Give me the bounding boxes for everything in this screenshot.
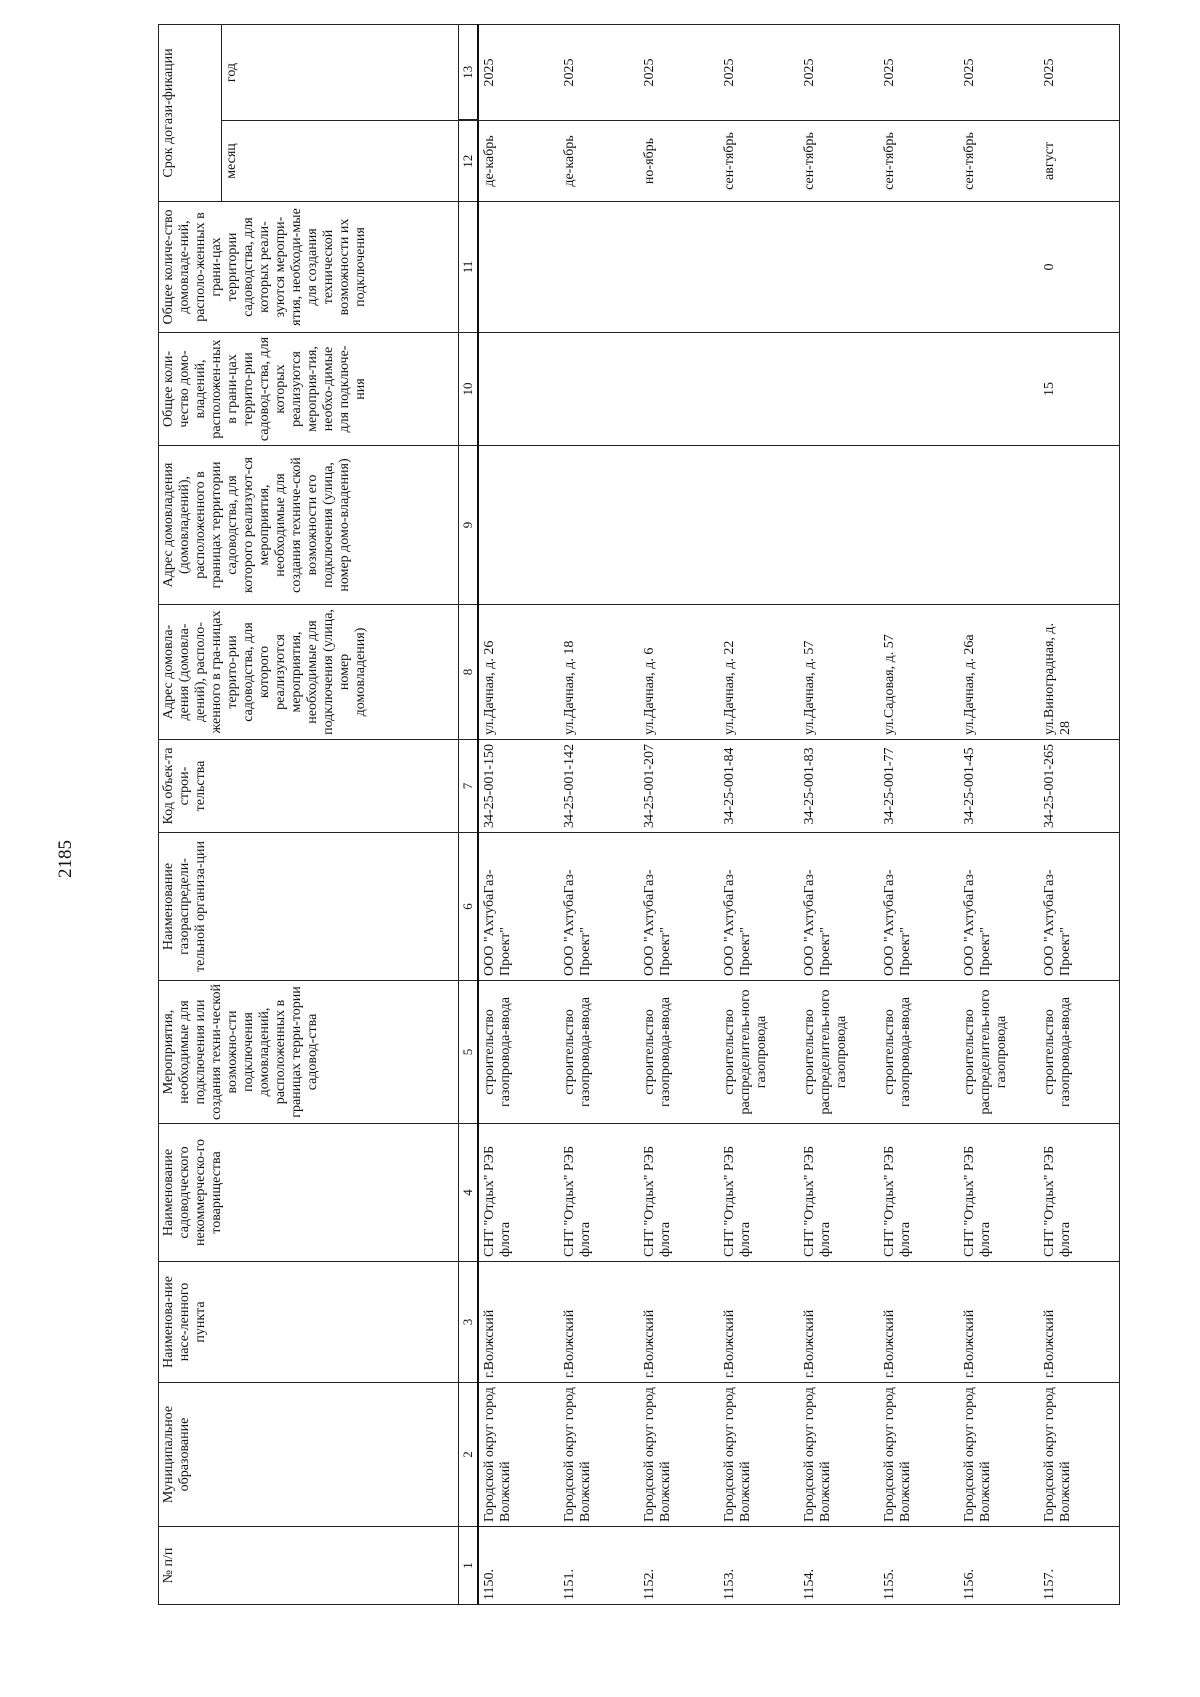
cell-municipality: Городской округ город Волжский <box>959 1383 1039 1527</box>
cell-month: сен-тябрь <box>879 121 959 202</box>
column-number: 9 <box>459 446 479 605</box>
row-number: 1157. <box>1039 1527 1120 1605</box>
cell-snt: СНТ "Отдых" РЭБ флота <box>959 1124 1039 1262</box>
header-code: Код объек-та строи-тельства <box>159 740 459 833</box>
header-address-connection: Адрес домовла-дения (домовла-дений), располо-женного в гра-ницах террито-рии садоводства, для которого реализуются мероприятия, необходимые для подключения (улица, номер домовладения) <box>159 605 459 740</box>
row-number: 1152. <box>639 1527 719 1605</box>
cell-settlement: г.Волжский <box>1039 1262 1120 1383</box>
row-number: 1156. <box>959 1527 1039 1605</box>
cell-address-technical <box>719 446 799 605</box>
row-number: 1153. <box>719 1527 799 1605</box>
cell-measure: строительство распределитель-ного газопровода <box>719 981 799 1124</box>
cell-municipality: Городской округ город Волжский <box>559 1383 639 1527</box>
cell-gdo: ООО "АхтубаГаз-Проект" <box>559 833 639 981</box>
cell-code: 34-25-001-207 <box>639 740 719 833</box>
column-number: 11 <box>459 202 479 333</box>
cell-municipality: Городской округ город Волжский <box>639 1383 719 1527</box>
cell-count-connection <box>799 333 879 446</box>
cell-gdo: ООО "АхтубаГаз-Проект" <box>959 833 1039 981</box>
cell-address-technical <box>478 446 559 605</box>
cell-year: 2025 <box>799 25 879 121</box>
table-row <box>559 25 639 1605</box>
column-number: 8 <box>459 605 479 740</box>
header-measures: Мероприятия, необходимые для подключения или создания техни-ческой возможно-сти подключения домовладений, расположенных в границах терри-тории садовод-ства <box>159 981 459 1124</box>
cell-measure: строительство газопровода-ввода <box>478 981 559 1124</box>
cell-measure: строительство газопровода-ввода <box>559 981 639 1124</box>
cell-year: 2025 <box>959 25 1039 121</box>
cell-code: 34-25-001-83 <box>799 740 879 833</box>
cell-code: 34-25-001-142 <box>559 740 639 833</box>
cell-snt: СНТ "Отдых" РЭБ флота <box>639 1124 719 1262</box>
cell-month: сен-тябрь <box>719 121 799 202</box>
column-number: 3 <box>459 1262 479 1383</box>
cell-count-connection <box>559 333 639 446</box>
cell-count-technical <box>879 202 959 333</box>
cell-count-technical <box>959 202 1039 333</box>
cell-gdo: ООО "АхтубаГаз-Проект" <box>478 833 559 981</box>
column-number: 1 <box>459 1527 479 1605</box>
header-settlement: Наименова-ние насе-ленного пункта <box>159 1262 459 1383</box>
cell-month: но-ябрь <box>639 121 719 202</box>
column-number: 4 <box>459 1124 479 1262</box>
cell-code: 34-25-001-77 <box>879 740 959 833</box>
cell-settlement: г.Волжский <box>559 1262 639 1383</box>
cell-address-technical <box>1039 446 1120 605</box>
cell-month: де-кабрь <box>559 121 639 202</box>
cell-year: 2025 <box>879 25 959 121</box>
cell-count-technical <box>559 202 639 333</box>
cell-address-connection: ул.Дачная, д. 26а <box>959 605 1039 740</box>
cell-municipality: Городской округ город Волжский <box>719 1383 799 1527</box>
cell-month: сен-тябрь <box>799 121 879 202</box>
cell-snt: СНТ "Отдых" РЭБ флота <box>1039 1124 1120 1262</box>
cell-measure: строительство распределитель-ного газопровода <box>799 981 879 1124</box>
cell-address-connection: ул.Виноградная, д. 28 <box>1039 605 1120 740</box>
cell-municipality: Городской округ город Волжский <box>879 1383 959 1527</box>
column-number: 13 <box>459 25 479 121</box>
row-number: 1150. <box>478 1527 559 1605</box>
cell-snt: СНТ "Отдых" РЭБ флота <box>719 1124 799 1262</box>
cell-count-connection <box>478 333 559 446</box>
cell-month: де-кабрь <box>478 121 559 202</box>
cell-address-technical <box>799 446 879 605</box>
cell-gdo: ООО "АхтубаГаз-Проект" <box>879 833 959 981</box>
cell-count-technical: 0 <box>1039 202 1120 333</box>
header-month: месяц <box>222 121 459 202</box>
cell-settlement: г.Волжский <box>799 1262 879 1383</box>
cell-year: 2025 <box>639 25 719 121</box>
cell-settlement: г.Волжский <box>639 1262 719 1383</box>
cell-count-connection <box>639 333 719 446</box>
cell-address-technical <box>639 446 719 605</box>
header-snt: Наименование садоводческого некоммерческо-го товарищества <box>159 1124 459 1262</box>
table-row <box>799 25 879 1605</box>
column-number: 12 <box>459 121 479 202</box>
cell-snt: СНТ "Отдых" РЭБ флота <box>478 1124 559 1262</box>
row-number: 1151. <box>559 1527 639 1605</box>
column-number: 2 <box>459 1383 479 1527</box>
cell-code: 34-25-001-150 <box>478 740 559 833</box>
cell-code: 34-25-001-45 <box>959 740 1039 833</box>
cell-municipality: Городской округ город Волжский <box>799 1383 879 1527</box>
cell-address-connection: ул.Садовая, д. 57 <box>879 605 959 740</box>
cell-measure: строительство распределитель-ного газопровода <box>959 981 1039 1124</box>
cell-settlement: г.Волжский <box>959 1262 1039 1383</box>
column-number-row <box>459 25 479 1605</box>
row-number: 1155. <box>879 1527 959 1605</box>
gasification-table <box>158 24 1120 1605</box>
cell-year: 2025 <box>1039 25 1120 121</box>
cell-settlement: г.Волжский <box>879 1262 959 1383</box>
column-number: 7 <box>459 740 479 833</box>
cell-address-connection: ул.Дачная, д. 57 <box>799 605 879 740</box>
cell-municipality: Городской округ город Волжский <box>1039 1383 1120 1527</box>
cell-address-connection: ул.Дачная, д. 22 <box>719 605 799 740</box>
cell-count-connection: 15 <box>1039 333 1120 446</box>
cell-gdo: ООО "АхтубаГаз-Проект" <box>719 833 799 981</box>
column-number: 6 <box>459 833 479 981</box>
cell-count-technical <box>639 202 719 333</box>
cell-address-connection: ул.Дачная, д. 6 <box>639 605 719 740</box>
cell-count-connection <box>719 333 799 446</box>
cell-address-connection: ул.Дачная, д. 18 <box>559 605 639 740</box>
header-count-connection: Общее коли-чество домо-владений, расположен-ных в грани-цах террито-рии садовод-ства, для которых реализуются мероприя-тия, необхо-димые для подключе-ния <box>159 333 459 446</box>
cell-snt: СНТ "Отдых" РЭБ флота <box>799 1124 879 1262</box>
header-deadline: Срок догази-фикации <box>159 25 222 202</box>
column-number: 10 <box>459 333 479 446</box>
header-count-technical: Общее количе-ство домовладе-ний, располо-женных в грани-цах территории садоводства, для которых реали-зуются меропри-ятия, необходи-мые для создания технической возможности их подключения <box>159 202 459 333</box>
cell-year: 2025 <box>719 25 799 121</box>
table-row <box>879 25 959 1605</box>
cell-year: 2025 <box>559 25 639 121</box>
cell-municipality: Городской округ город Волжский <box>478 1383 559 1527</box>
cell-address-technical <box>959 446 1039 605</box>
cell-code: 34-25-001-265 <box>1039 740 1120 833</box>
cell-address-technical <box>879 446 959 605</box>
table-row <box>478 25 559 1605</box>
column-number: 5 <box>459 981 479 1124</box>
cell-settlement: г.Волжский <box>478 1262 559 1383</box>
cell-code: 34-25-001-84 <box>719 740 799 833</box>
cell-count-connection <box>959 333 1039 446</box>
cell-count-technical <box>719 202 799 333</box>
header-municipality: Муниципальное образование <box>159 1383 459 1527</box>
cell-gdo: ООО "АхтубаГаз-Проект" <box>799 833 879 981</box>
cell-measure: строительство газопровода-ввода <box>639 981 719 1124</box>
table-row <box>719 25 799 1605</box>
cell-address-connection: ул.Дачная, д. 26 <box>478 605 559 740</box>
header-gdo: Наименование газораспредели-тельной организа-ции <box>159 833 459 981</box>
cell-snt: СНТ "Отдых" РЭБ флота <box>879 1124 959 1262</box>
cell-gdo: ООО "АхтубаГаз-Проект" <box>639 833 719 981</box>
header-address-technical: Адрес домовладения (домовладений), расположенного в границах территории садоводства, для которого реализуют-ся мероприятия, необходимые для создания техниче-ской возможности его подключения (улица, номер домо-владения) <box>159 446 459 605</box>
header-row <box>159 25 222 1605</box>
header-year: год <box>222 25 459 121</box>
cell-count-technical <box>478 202 559 333</box>
cell-measure: строительство газопровода-ввода <box>879 981 959 1124</box>
row-number: 1154. <box>799 1527 879 1605</box>
table-body <box>478 25 1120 1605</box>
cell-count-connection <box>879 333 959 446</box>
cell-count-technical <box>799 202 879 333</box>
table-row <box>959 25 1039 1605</box>
header-num: № п/п <box>159 1527 459 1605</box>
cell-measure: строительство газопровода-ввода <box>1039 981 1120 1124</box>
cell-gdo: ООО "АхтубаГаз-Проект" <box>1039 833 1120 981</box>
cell-month: август <box>1039 121 1120 202</box>
cell-month: сен-тябрь <box>959 121 1039 202</box>
page-number: 2185 <box>55 840 76 878</box>
cell-address-technical <box>559 446 639 605</box>
table-row <box>1039 25 1120 1605</box>
table-row <box>639 25 719 1605</box>
rotated-page-content <box>158 25 1073 1605</box>
cell-year: 2025 <box>478 25 559 121</box>
cell-settlement: г.Волжский <box>719 1262 799 1383</box>
cell-snt: СНТ "Отдых" РЭБ флота <box>559 1124 639 1262</box>
